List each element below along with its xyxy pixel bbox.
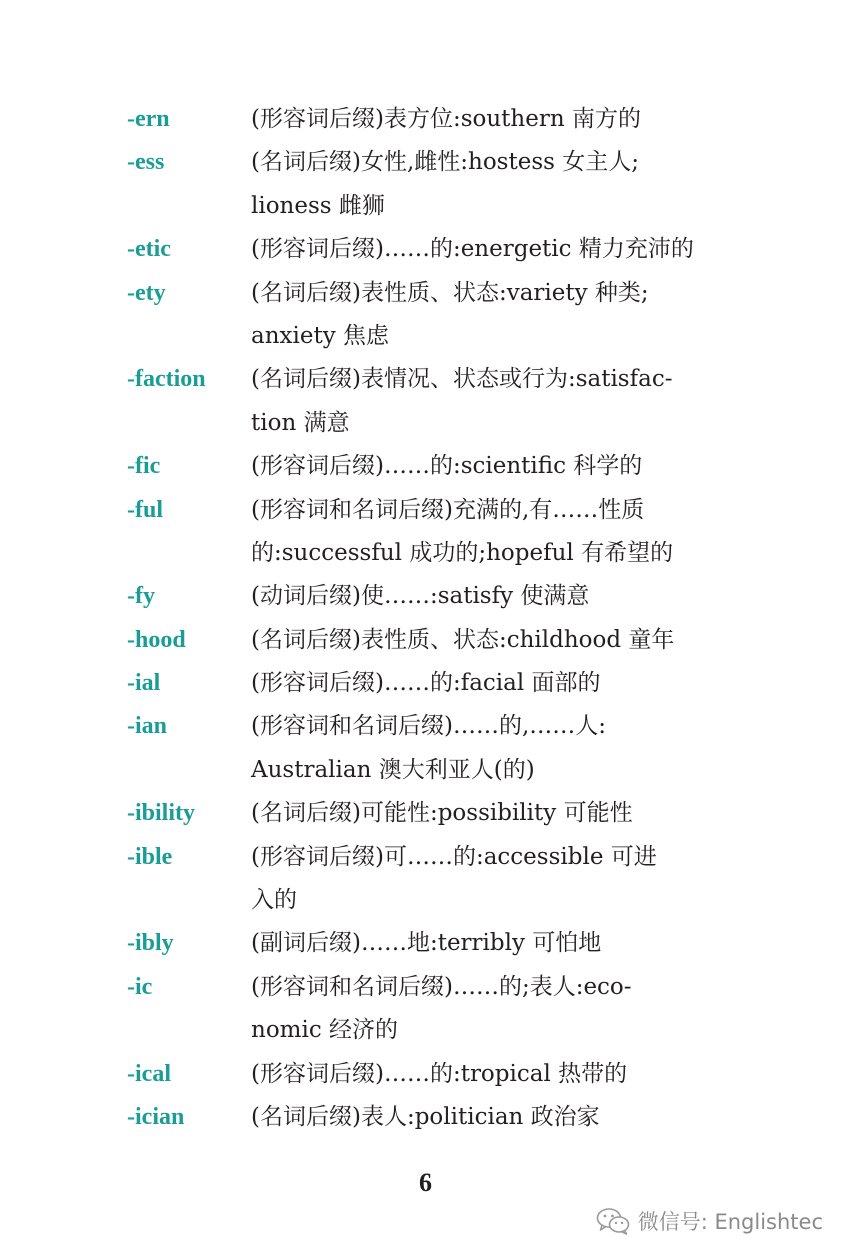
suffix-term: -ful — [127, 496, 163, 523]
entry-ibly — [0, 922, 851, 965]
definition-line: (名词后缀)表性质、状态:childhood 童年 — [251, 626, 675, 653]
suffix-term: -ian — [127, 713, 168, 740]
definition — [251, 662, 731, 705]
suffix-term: -ible — [127, 843, 173, 870]
definition-line: lioness 雌狮 — [251, 192, 385, 219]
definition — [251, 272, 731, 359]
suffix-term: -ic — [127, 973, 153, 1000]
entry-ess — [0, 141, 851, 228]
entry-ibility — [0, 792, 851, 835]
definition-line: (形容词后缀)可……的:accessible 可进 — [251, 843, 657, 870]
entry-ian — [0, 705, 851, 792]
definition — [251, 141, 731, 228]
suffix-term: -ibly — [127, 930, 174, 957]
definition — [251, 1096, 731, 1139]
definition-line: (形容词和名词后缀)……的,……人: — [251, 713, 607, 740]
definition-line: 的:successful 成功的;hopeful 有希望的 — [251, 539, 674, 566]
definition — [251, 358, 731, 445]
definition — [251, 575, 731, 618]
definition-line: (形容词后缀)……的:energetic 精力充沛的 — [251, 236, 694, 263]
definition-line: 入的 — [251, 887, 297, 914]
definition — [251, 98, 731, 141]
definition — [251, 705, 731, 792]
definition — [251, 619, 731, 662]
entry-fic — [0, 445, 851, 488]
suffix-term: -ical — [127, 1060, 171, 1087]
definition-line: (名词后缀)表人:politician 政治家 — [251, 1103, 600, 1130]
entry-etic — [0, 228, 851, 271]
suffix-term: -faction — [127, 366, 206, 393]
definition-line: (名词后缀)可能性:possibility 可能性 — [251, 800, 633, 827]
definition — [251, 445, 731, 488]
definition-line: (名词后缀)女性,雌性:hostess 女主人; — [251, 149, 639, 176]
suffix-term: -fy — [127, 583, 155, 610]
entry-ful — [0, 489, 851, 576]
entry-ern — [0, 98, 851, 141]
entry-ible — [0, 836, 851, 923]
suffix-term: -hood — [127, 626, 186, 653]
definition — [251, 1053, 731, 1096]
definition-line: (形容词后缀)……的:scientific 科学的 — [251, 453, 643, 480]
definition-line: Australian 澳大利亚人(的) — [251, 756, 535, 783]
wechat-icon — [596, 1207, 630, 1235]
entry-ician — [0, 1096, 851, 1139]
definition — [251, 489, 731, 576]
definition — [251, 836, 731, 923]
wechat-watermark — [596, 1203, 823, 1239]
entry-fy — [0, 575, 851, 618]
suffix-term: -ibility — [127, 800, 196, 827]
entry-faction — [0, 358, 851, 445]
definition-line: (形容词和名词后缀)……的;表人:eco- — [251, 973, 632, 1000]
entry-hood — [0, 619, 851, 662]
entry-ic — [0, 966, 851, 1053]
definition-line: anxiety 焦虑 — [251, 322, 390, 349]
suffix-term: -ial — [127, 670, 161, 697]
entry-ical — [0, 1053, 851, 1096]
definition — [251, 792, 731, 835]
suffix-term: -ety — [127, 279, 166, 306]
definition-line: (名词后缀)表性质、状态:variety 种类; — [251, 279, 649, 306]
entry-ial — [0, 662, 851, 705]
definition-line: (形容词后缀)表方位:southern 南方的 — [251, 106, 641, 132]
suffix-entry-list — [0, 98, 851, 1139]
definition-line: (形容词和名词后缀)充满的,有……性质 — [251, 496, 645, 523]
suffix-term: -etic — [127, 236, 171, 263]
definition-line: (名词后缀)表情况、状态或行为:satisfac- — [251, 366, 673, 393]
definition — [251, 228, 731, 271]
suffix-term: -ician — [127, 1103, 185, 1130]
definition-line: (形容词后缀)……的:facial 面部的 — [251, 670, 601, 697]
definition-line: tion 满意 — [251, 409, 350, 436]
entry-ety — [0, 272, 851, 359]
definition-line: (副词后缀)……地:terribly 可怕地 — [251, 930, 602, 957]
suffix-term: -ern — [127, 106, 170, 132]
definition-line: (形容词后缀)……的:tropical 热带的 — [251, 1060, 628, 1087]
definition-line: (动词后缀)使……:satisfy 使满意 — [251, 583, 590, 610]
definition-line: nomic 经济的 — [251, 1017, 399, 1044]
definition — [251, 922, 731, 965]
suffix-term: -ess — [127, 149, 165, 176]
definition — [251, 966, 731, 1053]
page-number: 6 — [419, 1168, 432, 1197]
watermark-text: 微信号: Englishtec — [637, 1210, 823, 1234]
suffix-term: -fic — [127, 453, 161, 480]
